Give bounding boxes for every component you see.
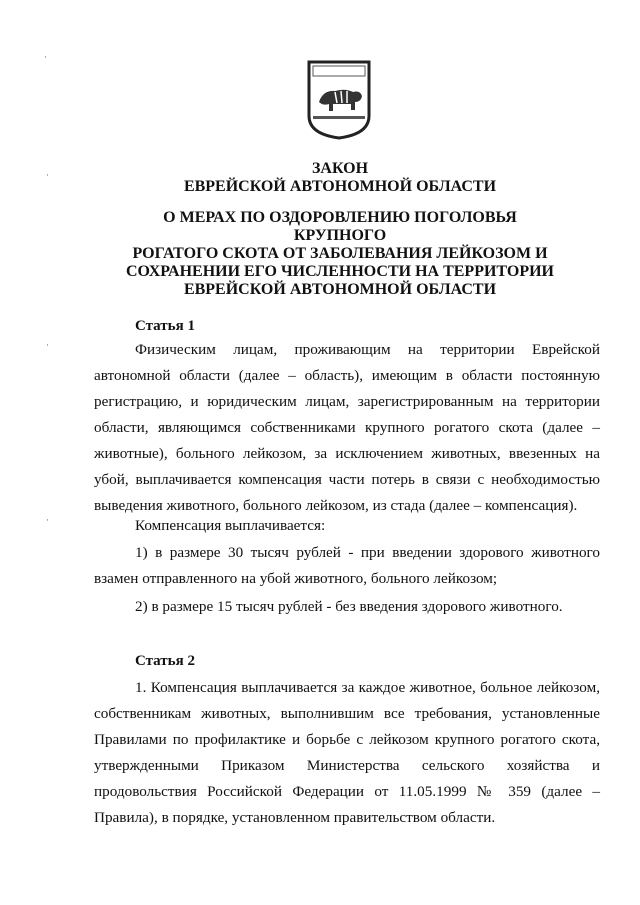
law-subject — [120, 209, 560, 299]
article-2-paragraph: 1. Компенсация выплачивается за каждое животное, больное лейкозом, собственникам животных, выполнившим все требования, установленные Правилами по профилактике и борьбе с лейкозом крупного рогатого скота, утвержденными Приказом Министерства сельского хозяйства и продовольствия Российской Федерации от 11.05.1999 № 359 (далее – Правила), в порядке, установленном правительством области. — [94, 679, 600, 826]
shield-bottom-band — [313, 116, 365, 119]
law-subject-line: СОХРАНЕНИИ ЕГО ЧИСЛЕННОСТИ НА ТЕРРИТОРИИ — [126, 263, 554, 280]
law-title-line-2: ЕВРЕЙСКОЙ АВТОНОМНОЙ ОБЛАСТИ — [183, 178, 497, 195]
law-title — [120, 160, 560, 196]
article-1-heading: Статья 1 — [135, 318, 195, 334]
scan-artifact: · — [46, 170, 49, 180]
law-title-line-1: ЗАКОН — [311, 160, 369, 177]
scan-artifact: · — [46, 340, 49, 350]
article-2-heading: Статья 2 — [135, 653, 195, 669]
article-1-paragraph: Физическим лицам, проживающим на территории Еврейской автономной области (далее – область), имеющим в области постоянную регистрацию, и юридическим лицам, зарегистрированным на территории области, являющимся собственниками крупного рогатого скота (далее – животные), больного лейкозом, за исключением животных, ввезенных на убой, выплачивается компенсация части потерь в связи с необходимостью выведения животного, больного лейкозом, из стада (далее – компенсация). — [94, 341, 600, 514]
law-subject-line: РОГАТОГО СКОТА ОТ ЗАБОЛЕВАНИЯ ЛЕЙКОЗОМ И — [132, 245, 548, 262]
scan-artifact: · — [44, 52, 47, 62]
scan-artifact: · — [46, 515, 49, 525]
article-1-paragraph: Компенсация выплачивается: — [135, 517, 326, 534]
law-subject-line: О МЕРАХ ПО ОЗДОРОВЛЕНИЮ ПОГОЛОВЬЯ КРУПНОГО — [163, 209, 517, 244]
article-1-paragraph: 1) в размере 30 тысяч рублей - при введении здорового животного взамен отправленного на убой животного, больного лейкозом; — [94, 544, 600, 587]
law-subject-line: ЕВРЕЙСКОЙ АВТОНОМНОЙ ОБЛАСТИ — [183, 281, 497, 298]
article-1-paragraph: 2) в размере 15 тысяч рублей - без введения здорового животного. — [135, 598, 563, 615]
coat-of-arms-emblem — [305, 58, 373, 140]
